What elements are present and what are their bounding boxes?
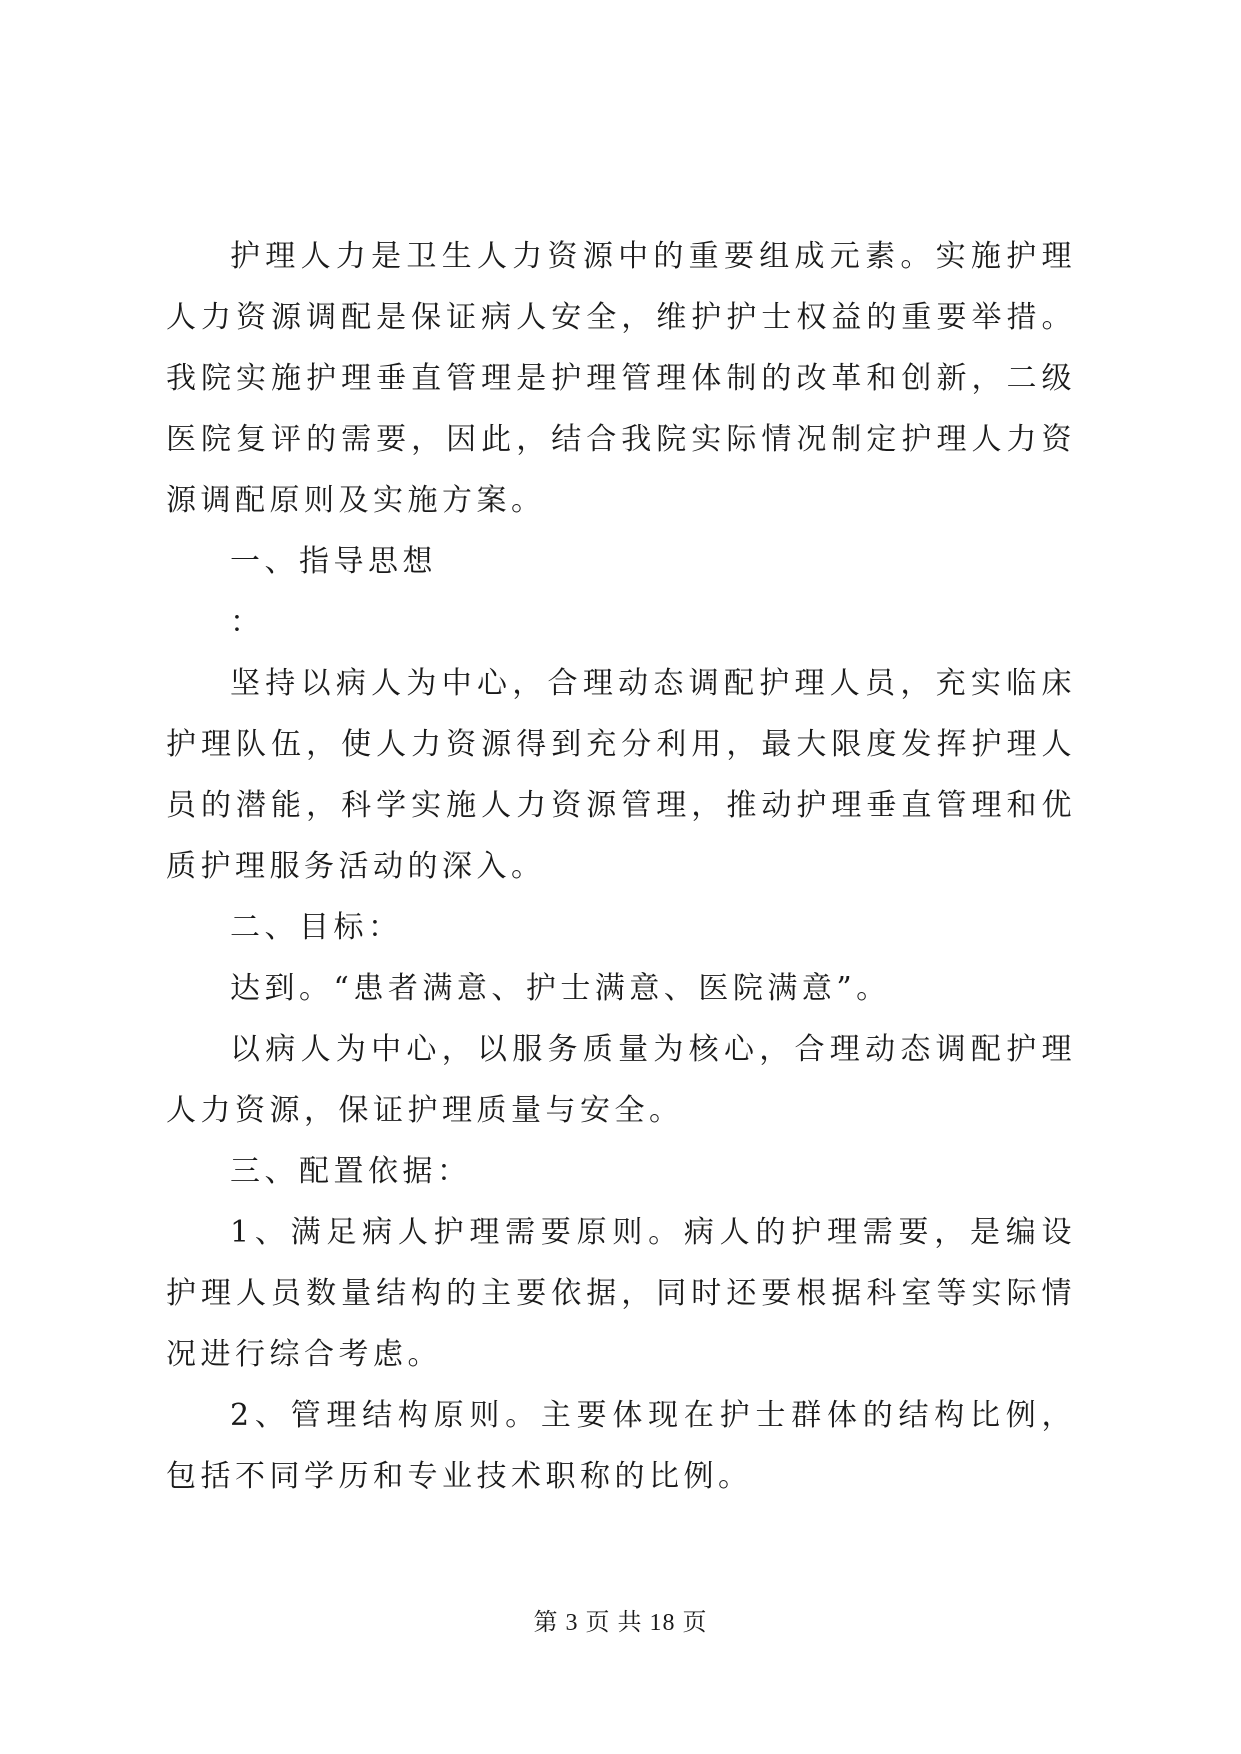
- paragraph-goal-quality: 以病人为中心，以服务质量为核心，合理动态调配护理人力资源，保证护理质量与安全。: [166, 1032, 1076, 1128]
- colon-line: ：: [230, 605, 265, 640]
- paragraph-guiding-ideology: 坚持以病人为中心，合理动态调配护理人员，充实临床护理队伍，使人力资源得到充分利用，最大限度发挥护理人员的潜能，科学实施人力资源管理，推动护理垂直管理和优质护理服务活动的深入。: [166, 666, 1076, 884]
- paragraph-intro: 护理人力是卫生人力资源中的重要组成元素。实施护理人力资源调配是保证病人安全，维护护士权益的重要举措。我院实施护理垂直管理是护理管理体制的改革和创新，二级医院复评的需要，因此，结合我院实际情况制定护理人力资源调配原则及实施方案。: [166, 239, 1076, 518]
- paragraph-basis-1: 1、满足病人护理需要原则。病人的护理需要，是编设护理人员数量结构的主要依据，同时还要根据科室等实际情况进行综合考虑。: [166, 1215, 1076, 1372]
- heading-goals: 二、目标：: [230, 910, 403, 945]
- heading-guiding-ideology: 一、指导思想: [230, 544, 437, 579]
- page-number-footer: 第 3 页 共 18 页: [533, 1610, 708, 1636]
- paragraph-basis-2: 2、管理结构原则。主要体现在护士群体的结构比例，包括不同学历和专业技术职称的比例。: [166, 1398, 1076, 1494]
- heading-allocation-basis: 三、配置依据：: [230, 1154, 472, 1189]
- paragraph-goal-satisfaction: 达到。“患者满意、护士满意、医院满意”。: [230, 971, 891, 1006]
- document-body: [166, 226, 1076, 1507]
